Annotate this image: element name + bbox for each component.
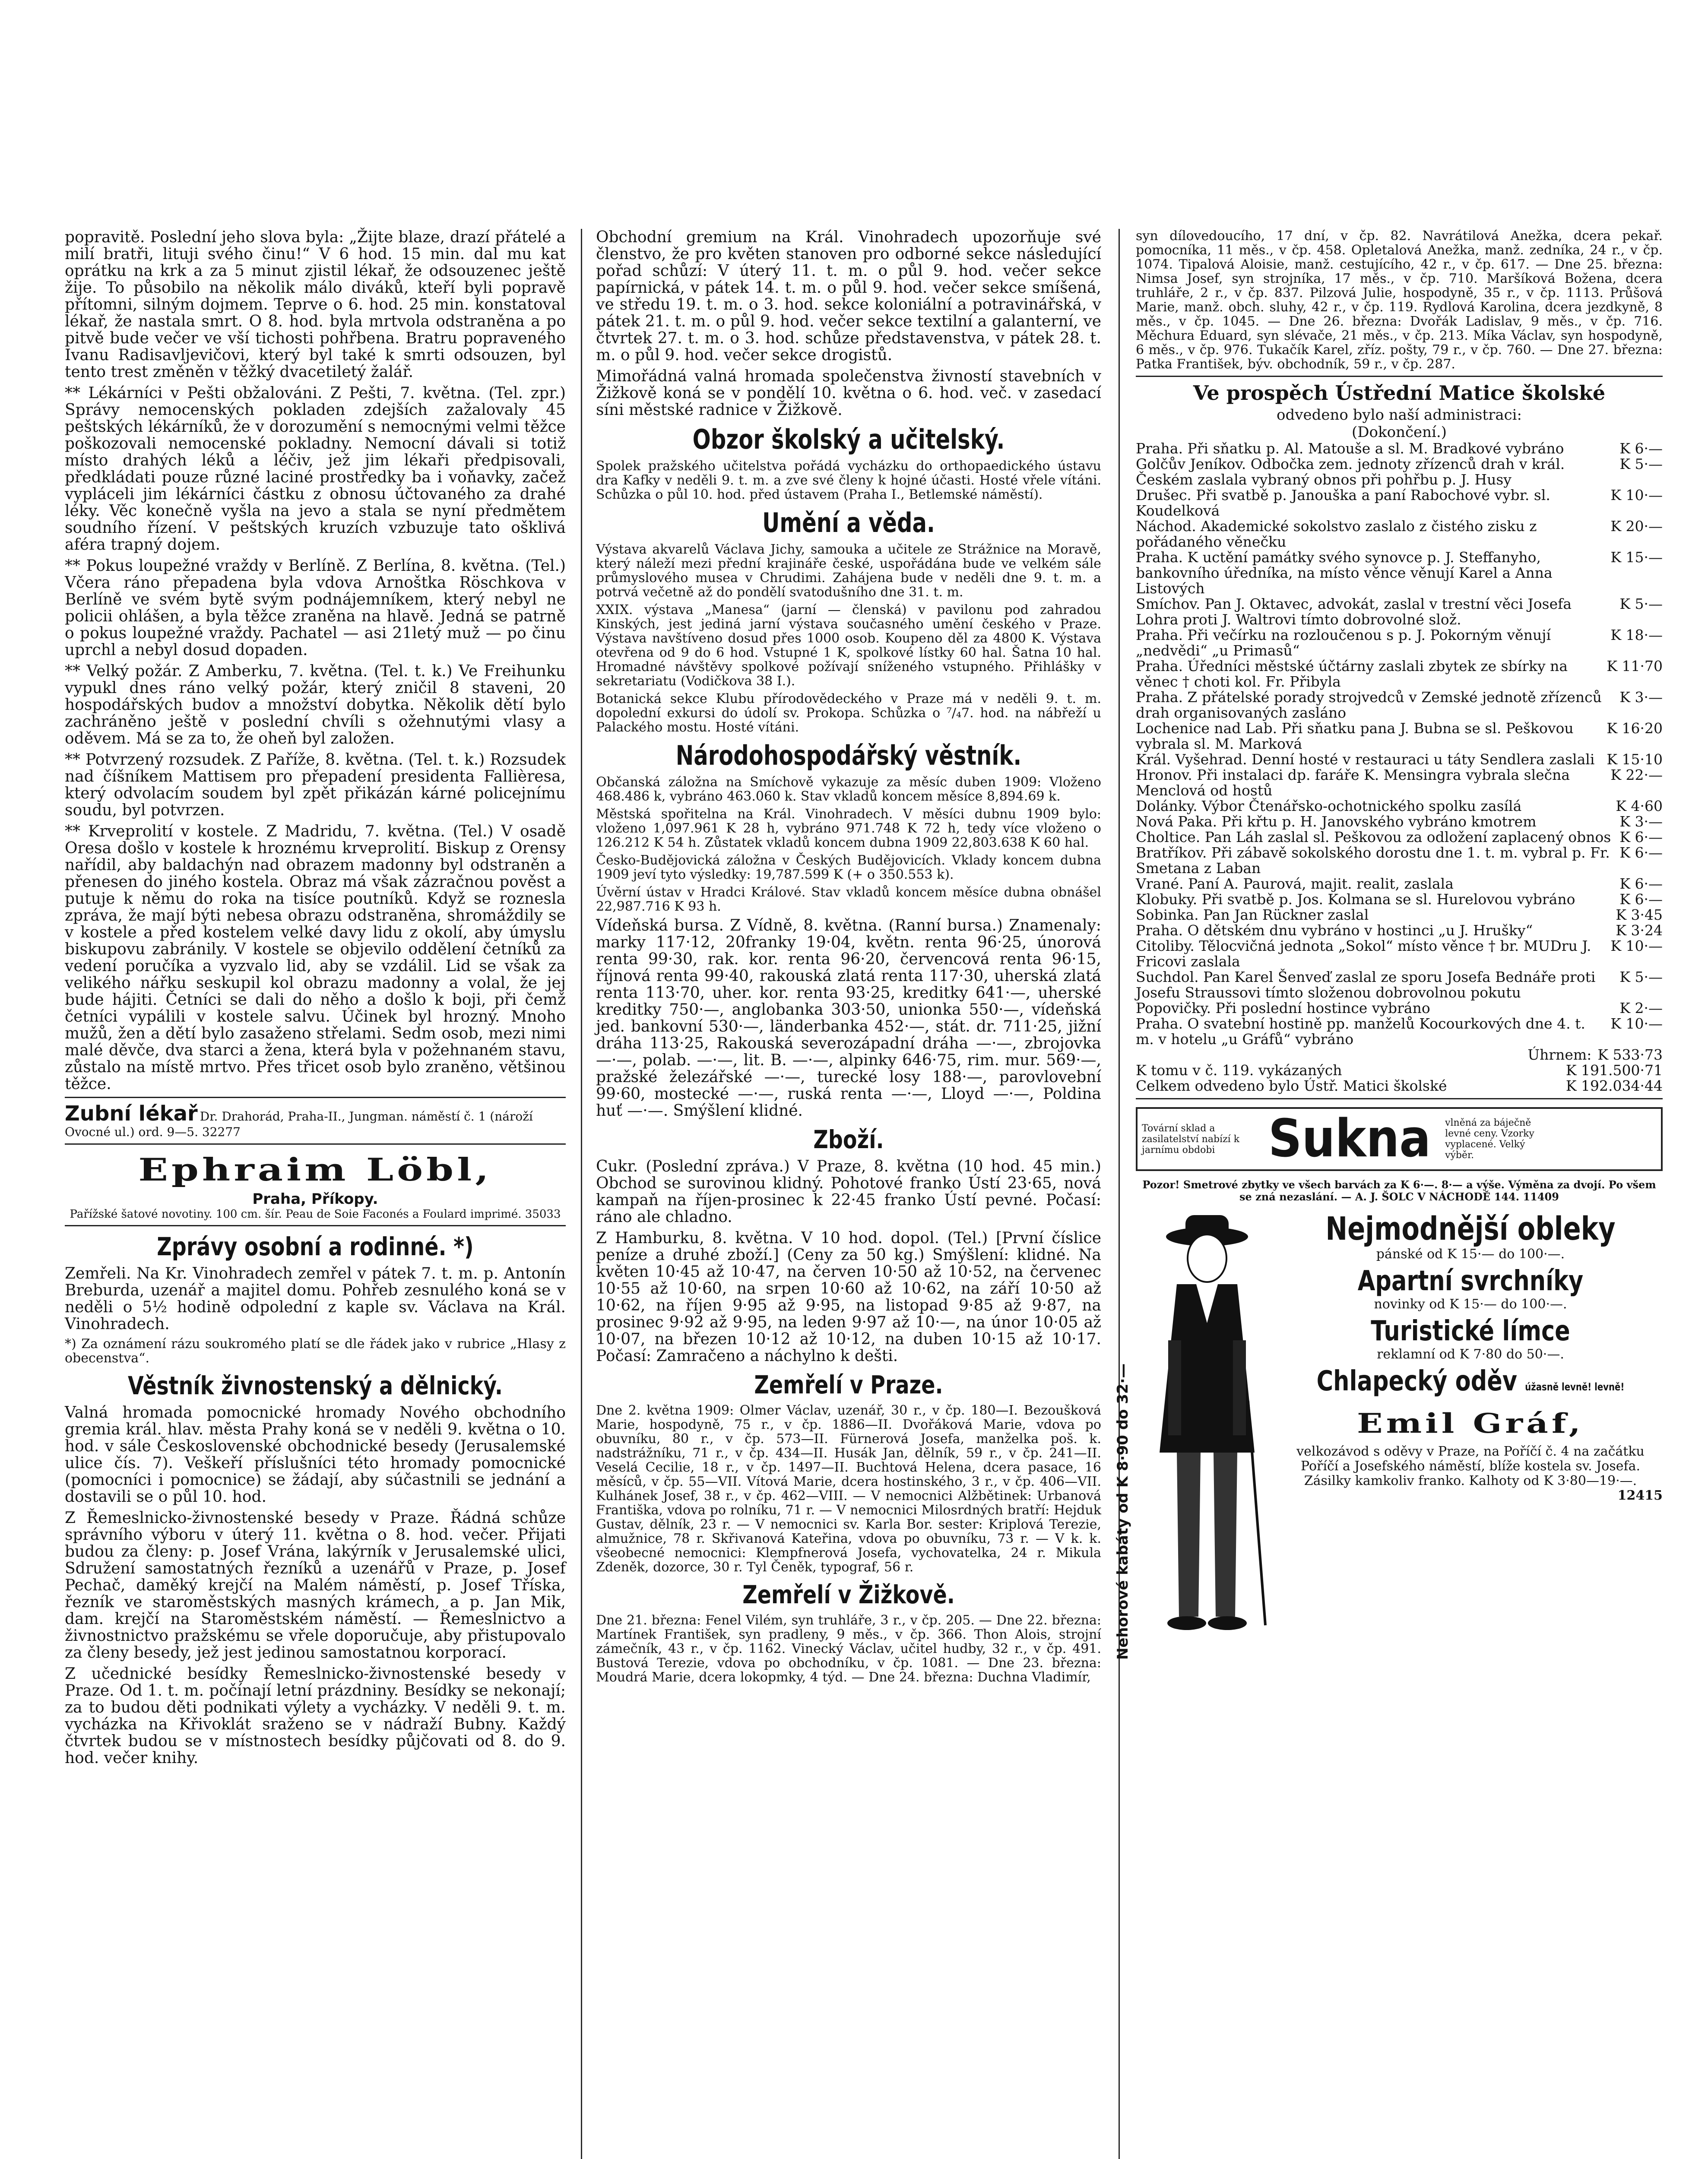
- donation-item: [1136, 752, 1663, 767]
- total-label: Úhrnem:: [1527, 1046, 1592, 1063]
- article-berlin: ** Pokus loupežné vraždy v Berlíně. Z Berlína, 8. května. (Tel.) Včera ráno přepadena byla vdova Arnoštka Röschkova v Berlíně ve svém bytě svým podnájemníkem, který nebyl ne policii ohlášen, a byla těžce zraněna na hlavě. Jedná se patrně o pokus loupežné vraždy. Pachatel — asi 21letý muž — po činu uprchl a nebyl dosud dopaden.: [65, 557, 566, 659]
- total-row: [1136, 1063, 1663, 1078]
- article-deceased: Zemřeli. Na Kr. Vinohradech zemřel v pátek 7. t. m. p. Antonín Breburda, uzenář a majitel domu. Pohřeb zesnulého koná se v neděli o 5½ hodině odpolední z kaple sv. Václava na Král. Vinohradech.: [65, 1265, 566, 1333]
- divider: [65, 1225, 566, 1226]
- donation-amount: K 20·—: [1610, 518, 1663, 535]
- dentist-ad: [65, 1102, 566, 1139]
- list-dead-continued: syn dílovedoucího, 17 dní, v čp. 82. Navrátilová Anežka, dcera pekař. pomocníka, 11 měs., v čp. 458. Opletalová Anežka, manž. zedníka, 24 r., v čp. 1074. Tipalová Aloisie, manž. cestujícího, 42 r., v čp. 617. — Dne 25. března: Nimsa Josef, syn strojníka, 17 měs., v čp. 710. Maršíková Božena, dcera truhláře, 2 r., v čp. 837. Pilzová Julie, hospodyně, 35 r., v čp. 1113. Průšová Marie, manž. obch. sluhy, 42 r., v čp. 119. Rydlová Karolina, dcera jezdkyně, 8 měs., v čp. 1045. — Dne 26. března: Dvořák Ladislav, 9 měs., v čp. 716. Měchura Eduard, syn slévače, 21 měs., v čp. 213. Míka Václav, syn hospodyně, 6 měs., v čp. 976. Tukačík Karel, zříz. pošty, 79 r., v čp. 760. — Dne 27. března: Patka František, býv. obchodník, 59 r., v čp. 287.: [1136, 228, 1663, 372]
- donation-text: Golčův Jeníkov. Odbočka zem. jednoty zřízenců drah v král. Českém zaslala vybraný obnos při pohřbu p. J. Husy: [1136, 456, 1565, 488]
- donation-text: Drušec. Při svatbě p. Janouška a paní Rabochové vybr. sl. Koudelková: [1136, 487, 1550, 519]
- lobl-text: Pařížské šatové novotiny. 100 cm. šír. Peau de Soie Faconés a Foulard imprimé. 35033: [70, 1208, 561, 1221]
- donation-amount: K 10·—: [1610, 487, 1663, 503]
- article-watercolor: Výstava akvarelů Václava Jichy, samouka a učitele ze Strážnice na Moravě, který náleží mezi přední krajináře české, uspořádána bude ve velkém sále průmyslového musea v Chrudimi. Zahájena bude v neděli dne 9. t. m. a potrvá večetně až do pondělí svatodušního dne 31. t. m.: [596, 542, 1101, 600]
- article-fire: ** Velký požár. Z Amberku, 7. května. (Tel. t. k.) Ve Freihunku vypukl dnes ráno velký požár, který zničil 8 staveni, 20 hospodářských budov a množství dobytka. Několik dětí bylo zachráněno ještě v poslední chvíli s ožehnutými vlasy a oděvem. Má se za to, že oheň byl založen.: [65, 662, 566, 747]
- donation-amount: K 6·—: [1619, 891, 1663, 908]
- article-savings-vinohrady: Městská spořitelna na Král. Vinohradech. V měsíci dubnu 1909 bylo: vloženo 1,097.961 K 28 h, vybráno 971.748 K 72 h, tedy více vloženo o 126.212 K 54 h. Zůstatek vkladů koncem dubna 1909 22,803.638 K 60 hal.: [596, 807, 1101, 850]
- donation-item: [1136, 627, 1663, 658]
- donation-item: [1136, 892, 1663, 907]
- donation-text: Dolánky. Výbor Čtenářsko-ochotnického spolku zasílá: [1136, 798, 1522, 814]
- donation-text: Smíchov. Pan J. Oktavec, advokát, zaslal v trestní věci Josefa Lohra proti J. Waltrovi tímto dobrovolné slož.: [1136, 595, 1572, 628]
- heading-personal: Zprávy osobní a rodinné. *): [157, 1232, 474, 1261]
- article-verdict: ** Potvrzený rozsudek. Z Paříže, 8. května. (Tel. t. k.) Rozsudek nad číšníkem Mattisem pro přepadení presidenta Fallièresa, který odvolacím soudem byl zpět přikázán kárné policejnímu soudu, byl potvrzen.: [65, 751, 566, 819]
- sukna-title: Sukna: [1268, 1109, 1431, 1169]
- list-dead-prague: Dne 2. května 1909: Olmer Václav, uzenář, 30 r., v čp. 180—I. Bezoušková Marie, hospodyně, 75 r., v čp. 1886—II. Dvořáková Marie, vdova po obuvníku, 80 r., v čp. 573—II. Fürnerová Josefa, manželka poš. k. nadstrážníku, 71 r., v čp. 434—II. Husák Jan, dělník, 59 r., v čp. 241—II. Veselá Cecilie, 18 r., v čp. 1497—II. Buchtová Helena, dcera pasace, 16 měsíců, v čp. 55—VII. Vítová Marie, dcera hostinského, 3 r., v čp. 406—VII. Kulhánek Josef, 38 r., v čp. 462—VIII. — V nemocnici Alžbětinek: Urbanová Františka, vdova po rolníku, 71 r. — V nemocnici Milosrdných bratří: Hejduk Gustav, dělník, 23 r. — V nemocnici sv. Karla Bor. sester: Kriplová Terezie, almužnice, 78 r. Skřivanová Kateřina, vdova po obuvníku, 73 r. — V k. k. všeobecné nemocnici: Klempfnerová Josefa, vychovatelka, 24 r. Mikula Zdeněk, dozorce, 30 r. Tyl Čeněk, typograf, 56 r.: [596, 1403, 1101, 1575]
- total-row: [1136, 1078, 1663, 1094]
- dentist-title: Zubní lékař: [65, 1102, 198, 1126]
- heading-dead-prague: Zemřelí v Praze.: [754, 1370, 943, 1399]
- man-illustration: [1114, 1211, 1278, 1666]
- donation-amount: K 3·45: [1616, 906, 1663, 923]
- lobl-name: Ephraim Löbl,: [138, 1151, 492, 1188]
- list-dead-zizkov: Dne 21. března: Fenel Vilém, syn truhláře, 3 r., v čp. 205. — Dne 22. března: Martínek František, syn pradleny, 9 měs., v čp. 366. Thon Alois, strojní zámečník, 43 r., v čp. 1162. Vinecký Václav, učitel hudby, 32 r., v čp. 491. Bustová Terezie, vdova po obchodníku, v čp. 1081. — Dne 23. března: Moudrá Marie, dcera lokopmky, 4 týd. — Dne 24. března: Duchna Vladimír,: [596, 1613, 1101, 1685]
- ad-price: reklamní od K 7·80 do 50·—.: [1377, 1347, 1564, 1362]
- article-vienna-bourse: Vídeňská bursa. Z Vídně, 8. května. (Ranní bursa.) Znamenaly: marky 117·12, 20franky 19·04, květn. renta 96·25, únorová renta 99·30, rak. kor. renta 96·20, červencová renta 96·15, říjnová renta 99·40, rakouská zlatá renta 117·30, uherská zlatá renta 113·70, uher. kor. renta 93·25, kreditky 641·—, uherské kreditky 750·—, anglobanka 303·50, unionka 550·—, vídeňská jed. bankovní 530·—, länderbanka 452·—, stát. dr. 711·25, jižní dráha 113·25, Rakouská severozápadní dráha —·—, zbrojovka —·—, polab. —·—, lit. B. —·—, alpinky 646·75, rim. mur. 569·—, pražské železářské —·—, turecké losy 188·—, parovlovební 99·60, mostecké —·—, ruská renta —·—, Lloyd —·—, Poldina huť —·—. Smýšlení klidné.: [596, 917, 1101, 1120]
- merchant-address: velkozávod s oděvy v Praze, na Poříčí č. 4 na začátku Poříčí a Josefského náměstí, blíže kostela sv. Josefa. Zásilky kamkoliv franko. Kalhoty od K 3·80—19·—.: [1296, 1444, 1645, 1488]
- article-assembly: Valná hromada pomocnické hromady Nového obchodního gremia král. hlav. města Prahy koná se v neděli 9. května o 10. hod. v sále Československé obchodnické besedy (Jerusalemské ulice čís. 7). Veškeří příslušníci této hromady pomocnické (pomocníci i pomocnice) se žádají, aby súčastnili se jednání a dostavili se o půl 10. hod.: [65, 1404, 566, 1506]
- donation-text: Praha. Z přátelské porady strojvedců v Zemské jednotě zřízenců drah organisovaných zasláno: [1136, 689, 1602, 721]
- donation-item: [1136, 876, 1663, 892]
- sukna-ad: [1136, 1107, 1663, 1171]
- article-gremium: Obchodní gremium na Král. Vinohradech upozorňuje své členstvo, že pro květen stanoven pro odborné sekce následující pořad schůzí: V úterý 11. t. m. o půl 9. hod. večer sekce papírnická, v pátek 14. t. m. o půl 9. hod. večer sekce smíšená, ve středu 19. t. m. o 3. hod. sekce koloniální a potravinářská, v pátek 21. t. m. o půl 9. hod. večer sekce textilní a galanterní, ve čtvrtek 27. t. m. o 3. hod. schůze představenstva, v pátek 28. t. m. o půl 9. hod. večer sekce drogistů.: [596, 228, 1101, 364]
- article-pharmacists: ** Lékárníci v Pešti obžalováni. Z Pešti, 7. května. (Tel. zpr.) Správy nemocenských pokladen zdejších zažalovaly 45 peštských lékárníků, že v dorozumění s nemocnými velmi těžce poškozovali nemocenské pokladny. Nemocní dávali si totiž místo drahých léků a léčiv, jež jim lékaři předpisovali, předkládati pouze různé laciné prostředky ba i voňavky, začež vypláceli jim lékárníci částku z obnosu účtovaného za drahé léky. Věc konečně vyšla na jevo a stala se nyní předmětem soudního řízení. V peštských kruzích vzbuzuje tato ošklivá aféra trapný dojem.: [65, 384, 566, 554]
- donation-item: [1136, 596, 1663, 627]
- ad-title: [1313, 1365, 1628, 1403]
- ad-title: Nejmodnější obleky: [1325, 1210, 1616, 1247]
- donation-amount: K 6·—: [1619, 844, 1663, 861]
- column-1: [65, 229, 566, 1771]
- donation-text: Bratříkov. Při zábavě sokolského dorostu dne 1. t. m. vybral p. Fr. Smetana z Laban: [1136, 844, 1610, 877]
- donation-text: Sobinka. Pan Jan Rückner zaslal: [1136, 906, 1369, 923]
- ad-title: Turistické límce: [1371, 1315, 1570, 1347]
- lobl-city: Praha, Příkopy.: [252, 1190, 378, 1208]
- donation-amount: K 11·70: [1607, 658, 1663, 674]
- ad-price: pánské od K 15·— do 100·—.: [1376, 1247, 1565, 1262]
- donation-item: [1136, 488, 1663, 519]
- newspaper-page: [65, 229, 1663, 2159]
- total-value: K 533·73: [1597, 1046, 1663, 1063]
- donation-item: [1136, 767, 1663, 798]
- article-manes: XXIX. výstava „Manesa“ (jarní — členská) v pavilonu pod zahradou Kinských, jest jediná jarní výstava současného umění českého v Praze. Výstava navštíveno dosud přes 1000 osob. Koupeno děl za 4800 K. Výstava otevřena od 9 do 6 hod. Vstupné 1 K, spolkové lístky 60 hal. Šatna 10 hal. Hromadné návštěvy spolkové požívají sníženého vstupného. Přihlášky v sekretariatu (Vodičkova 38 I.).: [596, 602, 1101, 689]
- divider: [1136, 1098, 1663, 1099]
- donation-item: [1136, 550, 1663, 596]
- total-value: K 192.034·44: [1565, 1077, 1663, 1094]
- divider: [1136, 376, 1663, 377]
- donation-text: Nová Paka. Při křtu p. H. Janovského vybráno kmotrem: [1136, 813, 1537, 830]
- article-teachers: Spolek pražského učitelstva pořádá vycházku do orthopaedického ústavu dra Kafky v neděli 9. t. m. a zve své členy k hojné účasti. Hosté vřele vítáni. Schůzka o půl 10. hod. před ústavem (Praha I., Betlemské náměstí).: [596, 459, 1101, 502]
- heading-trade: Věstník živnostenský a dělnický.: [128, 1371, 503, 1400]
- article-builders: Mimořádná valná hromada společenstva živností stavebních v Žižkově koná se v pondělí 10. května o 6. hod. več. v zasedací síni městské radnice v Žižkově.: [596, 367, 1101, 419]
- donation-text: Popovičky. Při poslední hostince vybráno: [1136, 1000, 1430, 1016]
- vertical-slogan: [1110, 1211, 1136, 1664]
- donation-amount: K 15·10: [1607, 751, 1663, 768]
- donation-item: [1136, 907, 1663, 923]
- article-craft-club: Z Řemeslnicko-živnostenské besedy v Praze. Řádná schůze správního výboru v úterý 11. května o 8. hod. večer. Přijati budou za členy: p. Josef Vrána, lakýrník v Jerusalemské ulici, Sdružení samostatných řezníků a uzenářů v Praze, p. Josef Pechač, daměký krejčí na Malém náměstí, p. Josef Tříska, řezník ve staroměstských masných krámech, a p. Jan Mik, dam. krejčí na Staroměstském náměstí. — Řemeslnictvo a živnostnictvo pražskému se vřele doporučuje, aby přistupovalo za členy besedy, jež jest jedinou samostatnou korporací.: [65, 1509, 566, 1662]
- donation-amount: K 3·—: [1619, 813, 1663, 830]
- donation-text: Praha. Při večírku na rozloučenou s p. J. Pokorným věnují „nedvědi“ „u Primasů“: [1136, 627, 1551, 659]
- donation-amount: K 10·—: [1610, 937, 1663, 954]
- article-botany: Botanická sekce Klubu přírodovědeckého v Praze má v neděli 9. t. m. dopolední exkursi do údolí sv. Prokopa. Schůzka o ⁷/₄7. hod. na nábřeží u Palackého mostu. Hosté vítáni.: [596, 691, 1101, 735]
- donation-item: [1136, 1016, 1663, 1047]
- donation-amount: K 3·—: [1619, 689, 1663, 706]
- footnote: *) Za oznámení rázu soukromého platí se dle řádek jako v rubrice „Hlasy z obecenstva“.: [65, 1336, 566, 1366]
- donation-text: Citoliby. Tělocvičná jednota „Sokol“ místo věnce † br. MUDru J. Fricovi zaslala: [1136, 937, 1591, 970]
- donation-item: [1136, 798, 1663, 814]
- sukna-footer: Pozor! Smetrové zbytky ve všech barvách za K 6·—. 8·— a výše. Výměna za dvojí. Po všem se zná nezaslání. — A. J. ŠOLC V NÁCHODĚ 144. 11409: [1142, 1178, 1656, 1203]
- donation-text: Klobuky. Při svatbě p. Jos. Kolmana se sl. Hurelovou vybráno: [1136, 891, 1575, 908]
- column-2: [596, 229, 1101, 1688]
- donation-text: Praha. O dětském dnu vybráno v hostinci „u J. Hrušky“: [1136, 922, 1533, 939]
- donation-item: [1136, 814, 1663, 829]
- total-label: K tomu v č. 119. vykázaných: [1136, 1062, 1342, 1079]
- ad-title-note: úžasně levně! levně!: [1525, 1381, 1625, 1393]
- heading-school: Obzor školský a učitelský.: [692, 424, 1005, 455]
- sukna-right: vlněná za báječně levné ceny. Vzorky vyplacené. Velký výběr.: [1445, 1117, 1534, 1161]
- article-hamburg: Z Hamburku, 8. května. V 10 hod. dopol. (Tel.) [První číslice peníze a druhé zboží.] (Ceny za 50 kg.) Smýšlení: klidné. Na květen 10·45 až 10·47, na červen 10·50 až 10·52, na červenec 10·55 až 10·60, na srpen 10·60 až 10·62, na září 10·50 až 10·62, na říjen 9·95 až 9·95, na listopad 9·85 až 9·87, na prosinec 9·92 až 9·95, na leden 9·97 až 10·—, na únor 10·05 až 10·07, na březen 10·12 až 10·12, na duben 10·15 až 10·17. Počasí: Zamračeno a náchylno k dešti.: [596, 1229, 1101, 1365]
- article-sugar: Cukr. (Poslední zpráva.) V Praze, 8. května (10 hod. 45 min.) Obchod se surovinou klidný. Pohotové franko Ústí 23·65, nová kampaň na říjen-prosinec k 22·45 franko Ústí pevné. Počasí: ráno ale chladno.: [596, 1158, 1101, 1226]
- donation-text: Hronov. Při instalaci dp. faráře K. Mensingra vybrala slečna Menclová od hostů: [1136, 766, 1570, 799]
- donation-item: [1136, 721, 1663, 752]
- merchant-name: Emil Gráf,: [1357, 1408, 1584, 1439]
- donation-text: Lochenice nad Lab. Při sňatku pana J. Bubna se sl. Peškovou vybrala sl. M. Marková: [1136, 720, 1574, 752]
- donation-item: [1136, 923, 1663, 938]
- donation-amount: K 5·—: [1619, 969, 1663, 985]
- article-madrid: ** Krveprolití v kostele. Z Madridu, 7. května. (Tel.) V osadě Oresa došlo v kostele k hroznému krveprolití. Biskup z Orensy nařídil, aby baldachýn nad obrazem madonny byl odstraněn a přenesen do jiného kostela. Obraz má však zázračnou pověst a putuje k němu do roka na tisíce poutníků. Když se roznesla zpráva, že mají býti nebesa obrazu odstraněna, shromáždily se v kostele a před kostelem velké davy lidu z okolí, aby úmyslu biskupovu zabránily. V kostele se objevilo oddělení četníků za vedení poručíka a vyzvalo lid, aby se vzdálil. Lid se však za velikého nářku seskupil kol obrazu madonny a volal, že jej bude hájiti. Četníci se dali do něho a došlo k boji, při čemž četníci vypálili v kostele salvu. Účinek byl hrozný. Mnoho mužů, žen a dětí bylo zasaženo střelami. Sedm osob, mezi nimi malé děvče, dva starci a žena, která byla v požehnaném stavu, zůstalo na místě mrtvo. Přes třicet osob bylo zraněno, většinou těžce.: [65, 823, 566, 1093]
- article-savings-smichov: Občanská záložna na Smíchově vykazuje za měsíc duben 1909: Vloženo 468.486 k, vybráno 463.060 k. Stav vkladů koncem měsíce 8,894.69 k.: [596, 775, 1101, 804]
- donation-item: [1136, 456, 1663, 488]
- donation-amount: K 4·60: [1616, 798, 1663, 814]
- donation-text: Choltice. Pan Láh zaslal sl. Peškovou za odložení zaplacený obnos: [1136, 829, 1611, 845]
- heading-goods: Zboží.: [813, 1125, 884, 1154]
- donation-item: [1136, 845, 1663, 876]
- article-apprentice: Z učednické besídky Řemeslnicko-živnostenské besedy v Praze. Od 1. t. m. počínají letní prázdniny. Besídky se nekonají; za to budou děti podnikati výlety a vycházky. V neděli 9. t. m. vycházka na Křivoklát sraženo se v nádraží Bubny. Každý čtvrtek budou se v místnostech besídky půjčovati od 8. do 9. hod. večer knihy.: [65, 1665, 566, 1767]
- article-credit-hradec: Úvěrní ústav v Hradci Králové. Stav vkladů koncem měsíce dubna obnášel 22,987.716 K 93 h.: [596, 885, 1101, 914]
- donation-title: Ve prospěch Ústřední Matice školské: [1193, 381, 1606, 405]
- divider: [65, 1143, 566, 1145]
- donation-amount: K 3·24: [1616, 922, 1663, 939]
- donation-item: [1136, 1000, 1663, 1016]
- donation-amount: K 18·—: [1610, 627, 1663, 643]
- column-divider: [1119, 229, 1120, 2159]
- donation-item: [1136, 969, 1663, 1000]
- donation-item: [1136, 938, 1663, 969]
- donation-item: [1136, 829, 1663, 845]
- lobl-ad: [65, 1149, 566, 1221]
- ad-title: Apartní svrchníky: [1357, 1265, 1584, 1297]
- donation-amount: K 6·—: [1619, 875, 1663, 892]
- donation-text: Suchdol. Pan Karel Šenveď zaslal ze sporu Josefa Bednáře proti Josefu Straussovi tímto složenou dobrovolnou pokutu: [1136, 969, 1596, 1001]
- donation-subtitle: odvedeno bylo naší administraci:: [1277, 406, 1522, 424]
- donation-amount: K 16·20: [1607, 720, 1663, 737]
- donation-list: [1136, 441, 1663, 1047]
- donation-text: Vrané. Paní A. Paurová, majit. realit, zaslala: [1136, 875, 1454, 892]
- total-value: K 191.500·71: [1565, 1062, 1663, 1079]
- donation-amount: K 5·—: [1619, 456, 1663, 472]
- vertical-slogan-text: Nehorové kabáty od K 8·90 do 32·—: [1114, 1363, 1131, 1660]
- ad-code: 12415: [1617, 1488, 1663, 1503]
- column-3: [1114, 228, 1663, 1666]
- heading-art: Umění a věda.: [762, 507, 935, 538]
- donation-item: [1136, 690, 1663, 721]
- man-in-coat-icon: [1136, 1211, 1274, 1664]
- donation-text: Praha. O svatební hostině pp. manželů Kocourkových dne 4. t. m. v hotelu „u Gráfů“ vybráno: [1136, 1015, 1585, 1048]
- article-savings-budejovice: Česko-Budějovická záložna v Českých Budějovicích. Vklady koncem dubna 1909 jeví tyto výsledky: 19,787.599 K (+ o 350.553 k).: [596, 853, 1101, 882]
- donation-item: [1136, 441, 1663, 456]
- donation-text: Praha. Úředníci městské účtárny zaslali zbytek ze sbírky na věnec † choti kol. Fr. Přibyla: [1136, 658, 1568, 690]
- donation-item: [1136, 658, 1663, 690]
- donation-item: [1136, 519, 1663, 550]
- donation-text: Praha. Při sňatku p. Al. Matouše a sl. M. Bradkové vybráno: [1136, 440, 1564, 457]
- donation-amount: K 22·—: [1610, 766, 1663, 783]
- ad-price: novinky od K 15·— do 100·—.: [1374, 1297, 1567, 1312]
- donation-continued: (Dokončení.): [1352, 424, 1447, 441]
- donation-amount: K 6·—: [1619, 829, 1663, 845]
- column-divider: [581, 229, 582, 2159]
- donation-text: Král. Vyšehrad. Denní hosté v restauraci u táty Sendlera zaslali: [1136, 751, 1595, 768]
- donation-amount: K 2·—: [1619, 1000, 1663, 1016]
- heading-economy: Národohospodářský věstník.: [675, 740, 1022, 771]
- graf-ad: [1114, 1210, 1663, 1666]
- divider: [65, 1097, 566, 1098]
- total-label: Celkem odvedeno bylo Ústř. Matici školské: [1136, 1077, 1447, 1094]
- donation-amount: K 5·—: [1619, 595, 1663, 612]
- total-row: [1136, 1047, 1663, 1063]
- donation-amount: K 6·—: [1619, 440, 1663, 457]
- sukna-left: Tovární sklad a zasilatelství nabízí k jarnímu obdobi: [1142, 1123, 1240, 1155]
- dentist-text: Dr. Drahorád, Praha-II., Jungman. náměstí č. 1 (nároží Ovocné ul.) ord. 9—5. 32277: [65, 1109, 533, 1139]
- graf-ad-text: [1278, 1211, 1663, 1666]
- donation-amount: K 10·—: [1610, 1015, 1663, 1032]
- ad-title-text: Chlapecký oděv: [1316, 1365, 1518, 1397]
- donation-text: Praha. K uctění památky svého synovce p. J. Steffanyho, bankovního úředníka, na místo věnce věnují Karel a Anna Listových: [1136, 549, 1553, 597]
- article-execution: popravitě. Poslední jeho slova byla: „Žijte blaze, drazí přátelé a milí bratři, lituji svého činu!“ V 6 hod. 15 min. dal mu kat oprátku na krk a za 5 minut zjistil lékař, že odsouzenec ještě žije. To působilo na několik málo diváků, kteří byli popravě přítomni, silným dojmem. Teprve o 6. hod. 25 min. konstatoval lékař, že nastala smrt. O 8. hod. byla mrtvola odstraněna a po pitvě bude večer ve vší tichosti pohřbena. Bratru popraveného Ivanu Radisavljevičovi, který byl také k smrti odsouzen, byl tento trest změněn v těžký dvacetiletý žalář.: [65, 228, 566, 381]
- heading-dead-zizkov: Zemřelí v Žižkově.: [742, 1580, 955, 1609]
- donation-amount: K 15·—: [1610, 549, 1663, 566]
- donation-text: Náchod. Akademické sokolstvo zaslalo z čistého zisku z pořádaného věnečku: [1136, 518, 1537, 550]
